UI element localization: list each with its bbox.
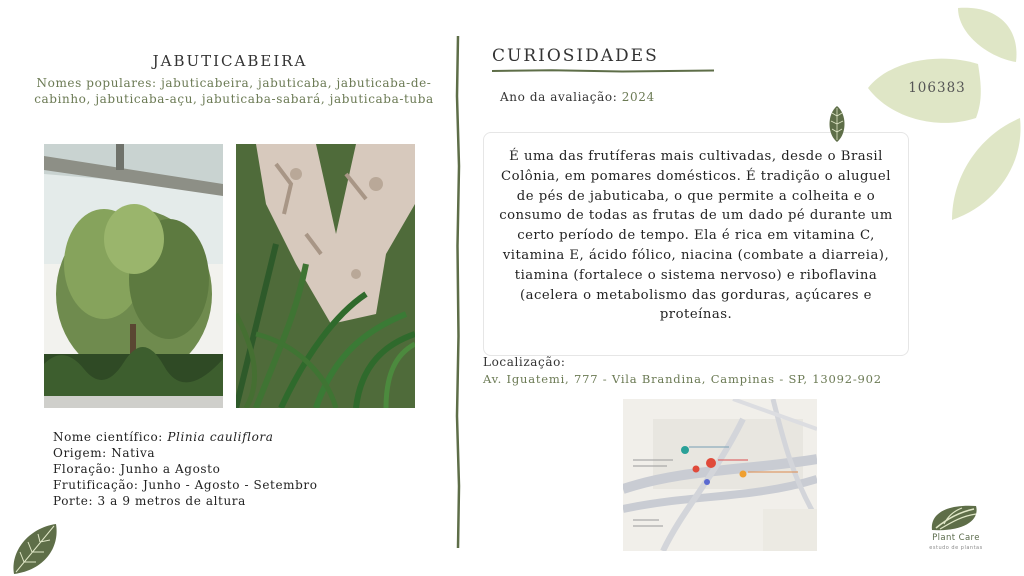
evaluation-year: [500, 90, 655, 104]
record-code: 106383: [908, 80, 966, 96]
plant-info: [53, 429, 318, 509]
curiosities-text: É uma das frutíferas mais cultivadas, desde o Brasil Colônia, em pomares domésticos. É tradição o aluguel de pés de jabuticaba, o que permite a colheita e o consumo de todas as frutas de um dado pé durante um certo período de tempo. Ela é rica em vitamina C, vitamina E, ácido fólico, niacina (combate a diarreia), tiamina (fortalece o sistema nervoso) e riboflavina (acelera o metabolismo das gorduras, açúcares e proteínas.: [483, 132, 909, 356]
size: Porte: 3 a 9 metros de altura: [53, 494, 246, 508]
scientific-name-row: [53, 429, 318, 445]
plant-photo-bush: [44, 144, 223, 408]
scientific-label: Nome científico:: [53, 430, 168, 444]
leaf-decoration: [860, 0, 1024, 230]
map-pin-small-red-icon: [693, 466, 700, 473]
scientific-name: Plinia cauliflora: [167, 430, 274, 444]
plant-title: JABUTICABEIRA: [152, 52, 308, 70]
bottom-leaf-icon: [10, 522, 60, 576]
popular-names: Nomes populares: jabuticabeira, jabuticaba, jabuticaba-de-cabinho, jabuticaba-açu, jabuticaba-sabará, jabuticaba-tuba: [34, 76, 434, 106]
origin: Origem: Nativa: [53, 446, 156, 460]
plant-photo-trunk: [236, 144, 415, 408]
vertical-divider: [455, 36, 461, 548]
small-leaf-icon: [827, 104, 847, 144]
flowering: Floração: Junho a Agosto: [53, 462, 221, 476]
title-underline: [492, 67, 714, 75]
year-label: Ano da avaliação:: [500, 90, 622, 104]
location-map[interactable]: [623, 399, 817, 551]
brand-logo: [918, 502, 994, 554]
brand-name: Plant Care: [932, 533, 980, 543]
brand-leaf-icon: [918, 502, 994, 532]
map-pin-blue-icon: [704, 479, 710, 485]
fruiting: Frutificação: Junho - Agosto - Setembro: [53, 478, 318, 492]
location-address: Av. Iguatemi, 777 - Vila Brandina, Campinas - SP, 13092-902: [483, 372, 882, 386]
map-pin-orange-icon: [740, 471, 747, 478]
location-label: Localização:: [483, 355, 566, 369]
brand-tagline: estudo de plantas: [929, 545, 983, 551]
map-pin-red-icon: [706, 458, 716, 468]
map-pin-teal-icon: [681, 446, 689, 454]
year-value: 2024: [621, 90, 655, 104]
curiosities-title: CURIOSIDADES: [492, 46, 659, 66]
